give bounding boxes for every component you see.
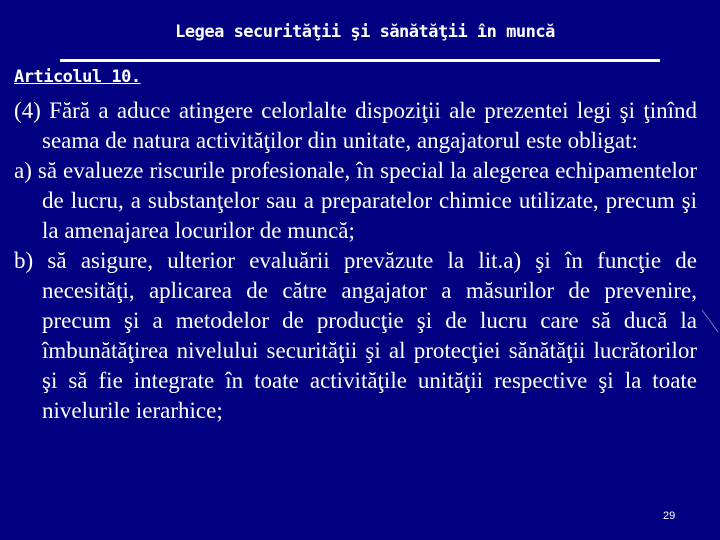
paragraph-b: b) să asigure, ulterior evaluării prevăzute la lit.a) şi în funcţie de necesităţi, aplicarea de către angajator a măsurilor de prevenire, precum şi a metodelor de producţie şi de lucru care să ducă la îmbunătăţirea nivelului securităţii şi al protecţiei sănătăţii lucrătorilor şi să fie integrate în toate activităţile unităţii respective şi la toate nivelurile ierarhice;	[14, 248, 697, 423]
decorative-line-icon	[700, 308, 720, 338]
article-body	[14, 96, 697, 426]
paragraph-4: (4) Fără a aduce atingere celorlalte dispoziţii ale prezentei legi şi ţinînd seama de natura activităţilor din unitate, angajatorul este obligat:	[14, 98, 697, 153]
paragraph-a: a) să evalueze riscurile profesionale, în special la alegerea echipamentelor de lucru, a substanţelor sau a preparatelor chimice utilizate, precum şi la amenajarea locurilor de muncă;	[14, 158, 697, 243]
page-title: Legea securităţii şi sănătăţii în muncă	[175, 22, 555, 42]
title-divider	[60, 59, 660, 62]
page-number: 29	[663, 510, 676, 522]
article-heading: Articolul 10.	[14, 67, 141, 87]
